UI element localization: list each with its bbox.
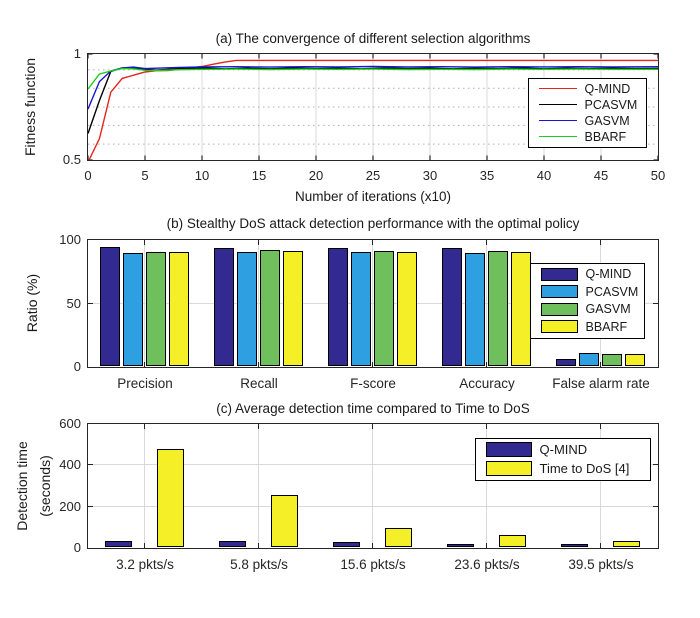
legend-label: BBARF — [585, 319, 628, 334]
bar-q-mind — [328, 248, 348, 366]
x-tick-label: 0 — [84, 168, 92, 183]
category-label: Accuracy — [459, 376, 515, 391]
legend-label: PCASVM — [585, 284, 639, 299]
bar-gasvm — [602, 354, 622, 367]
grid-line-vertical — [258, 240, 259, 367]
chart-b-ylabel: Ratio (%) — [24, 273, 40, 333]
bar-q-mind — [556, 359, 576, 367]
legend-color-swatch — [541, 268, 578, 281]
x-tick-label: 5 — [141, 168, 149, 183]
legend-label: PCASVM — [584, 97, 638, 112]
legend-item-bbarf — [531, 320, 644, 334]
y-tick-mark — [88, 464, 93, 465]
y-tick-label: 0 — [73, 540, 81, 555]
bar-q-mind — [219, 541, 246, 547]
bar-gasvm — [488, 251, 508, 367]
legend-c — [475, 438, 651, 481]
legend-item-bbarf — [529, 130, 646, 144]
bar-q-mind — [442, 248, 462, 366]
chart-c-plot-area — [87, 423, 659, 549]
bar-bbarf — [169, 252, 189, 366]
legend-label: BBARF — [584, 129, 627, 144]
x-tick-mark — [258, 362, 259, 367]
legend-item-time-to-dos-4 — [476, 461, 650, 476]
legend-color-swatch — [541, 320, 578, 333]
category-label: 3.2 pkts/s — [116, 557, 174, 572]
grid-line-vertical — [144, 240, 145, 367]
y-tick-label: 50 — [66, 295, 81, 311]
bar-q-mind — [447, 544, 474, 548]
bar-time-to-dos-4 — [499, 535, 526, 547]
y-tick-mark — [653, 506, 658, 507]
x-tick-mark — [600, 543, 601, 548]
x-tick-mark — [486, 424, 487, 429]
legend-item-q-mind — [476, 442, 650, 457]
legend-color-swatch — [486, 442, 532, 457]
legend-label: GASVM — [584, 113, 630, 128]
bar-q-mind — [214, 248, 234, 366]
bar-bbarf — [283, 251, 303, 367]
legend-line-sample — [539, 104, 577, 105]
x-tick-label: 40 — [536, 168, 552, 183]
bar-bbarf — [511, 252, 531, 366]
legend-label: Q-MIND — [584, 81, 631, 96]
legend-label: GASVM — [585, 302, 631, 317]
x-tick-label: 30 — [422, 168, 438, 183]
legend-line-sample — [539, 136, 577, 137]
chart-c-ylabel-line1: Detection time — [14, 441, 30, 531]
chart-a-plot-area — [87, 53, 659, 161]
y-tick-label: 400 — [59, 457, 81, 473]
legend-item-gasvm — [531, 302, 644, 316]
category-label: 5.8 pkts/s — [230, 557, 288, 572]
x-tick-mark — [258, 240, 259, 245]
x-tick-mark — [144, 362, 145, 367]
chart-b-plot-area — [87, 239, 659, 368]
x-tick-mark — [372, 543, 373, 548]
bar-gasvm — [260, 250, 280, 367]
bar-q-mind — [333, 542, 360, 547]
legend-label: Q-MIND — [585, 267, 632, 282]
bar-pcasvm — [579, 353, 599, 367]
category-label: False alarm rate — [552, 376, 650, 391]
bar-bbarf — [625, 354, 645, 367]
grid-line-vertical — [144, 424, 145, 548]
legend-label: Time to DoS [4] — [539, 460, 630, 476]
y-tick-label: 0.5 — [62, 152, 81, 167]
legend-line-sample — [539, 88, 577, 89]
category-label: 15.6 pkts/s — [340, 557, 406, 572]
legend-item-gasvm — [529, 114, 646, 128]
x-tick-mark — [486, 543, 487, 548]
x-tick-mark — [600, 424, 601, 429]
bar-q-mind — [100, 247, 120, 366]
category-label: 23.6 pkts/s — [454, 557, 520, 572]
x-tick-mark — [600, 240, 601, 245]
legend-item-q-mind — [531, 267, 644, 281]
bar-q-mind — [561, 544, 588, 548]
x-tick-mark — [600, 362, 601, 367]
y-tick-label: 1 — [73, 46, 81, 61]
bar-pcasvm — [465, 253, 485, 366]
chart-a-title: (a) The convergence of different selection algorithms — [215, 31, 531, 46]
bar-time-to-dos-4 — [613, 541, 640, 548]
legend-line-sample — [539, 120, 577, 121]
x-tick-label: 25 — [365, 168, 381, 183]
chart-b-title: (b) Stealthy DoS attack detection performance with the optimal policy — [166, 216, 580, 231]
x-tick-label: 10 — [194, 168, 210, 183]
x-tick-mark — [372, 362, 373, 367]
x-tick-mark — [144, 543, 145, 548]
bar-gasvm — [374, 251, 394, 367]
legend-label: Q-MIND — [539, 442, 588, 458]
legend-color-swatch — [541, 303, 578, 316]
category-label: Recall — [240, 376, 278, 391]
bar-time-to-dos-4 — [385, 528, 412, 547]
chart-c-ylabel-line2: (seconds) — [37, 455, 53, 517]
chart-a-ylabel: Fitness function — [22, 57, 38, 157]
chart-a-xlabel: Number of iterations (x10) — [294, 189, 452, 204]
x-tick-mark — [486, 362, 487, 367]
x-tick-label: 35 — [479, 168, 495, 183]
legend-item-q-mind — [529, 82, 646, 96]
legend-a — [528, 78, 647, 148]
x-tick-mark — [144, 240, 145, 245]
category-label: F-score — [350, 376, 396, 391]
legend-item-pcasvm — [529, 98, 646, 112]
x-tick-label: 20 — [308, 168, 324, 183]
legend-b — [530, 263, 645, 339]
y-tick-label: 0 — [73, 359, 81, 374]
bar-pcasvm — [351, 252, 371, 366]
grid-line-vertical — [372, 424, 373, 548]
grid-line-vertical — [258, 424, 259, 548]
x-tick-mark — [144, 424, 145, 429]
x-tick-label: 45 — [593, 168, 609, 183]
x-tick-label: 50 — [650, 168, 666, 183]
y-tick-label: 200 — [59, 498, 81, 514]
bar-pcasvm — [237, 252, 257, 366]
x-tick-mark — [258, 543, 259, 548]
legend-item-pcasvm — [531, 285, 644, 299]
bar-pcasvm — [123, 253, 143, 366]
x-tick-mark — [372, 424, 373, 429]
y-tick-mark — [88, 506, 93, 507]
x-tick-mark — [486, 240, 487, 245]
grid-line-vertical — [372, 240, 373, 367]
y-tick-mark — [88, 303, 93, 304]
y-tick-mark — [653, 464, 658, 465]
y-tick-label: 600 — [59, 416, 81, 431]
grid-line-vertical — [486, 240, 487, 367]
category-label: 39.5 pkts/s — [568, 557, 634, 572]
bar-time-to-dos-4 — [157, 449, 184, 548]
x-tick-mark — [258, 424, 259, 429]
x-tick-mark — [372, 240, 373, 245]
chart-c-title: (c) Average detection time compared to Time to DoS — [216, 401, 530, 416]
bar-bbarf — [397, 252, 417, 366]
legend-color-swatch — [541, 285, 578, 298]
bar-time-to-dos-4 — [271, 495, 298, 548]
y-tick-mark — [653, 303, 658, 304]
bar-q-mind — [105, 541, 132, 547]
y-tick-label: 100 — [59, 232, 81, 247]
x-tick-label: 15 — [251, 168, 267, 183]
legend-color-swatch — [486, 461, 532, 476]
category-label: Precision — [117, 376, 173, 391]
bar-gasvm — [146, 252, 166, 366]
